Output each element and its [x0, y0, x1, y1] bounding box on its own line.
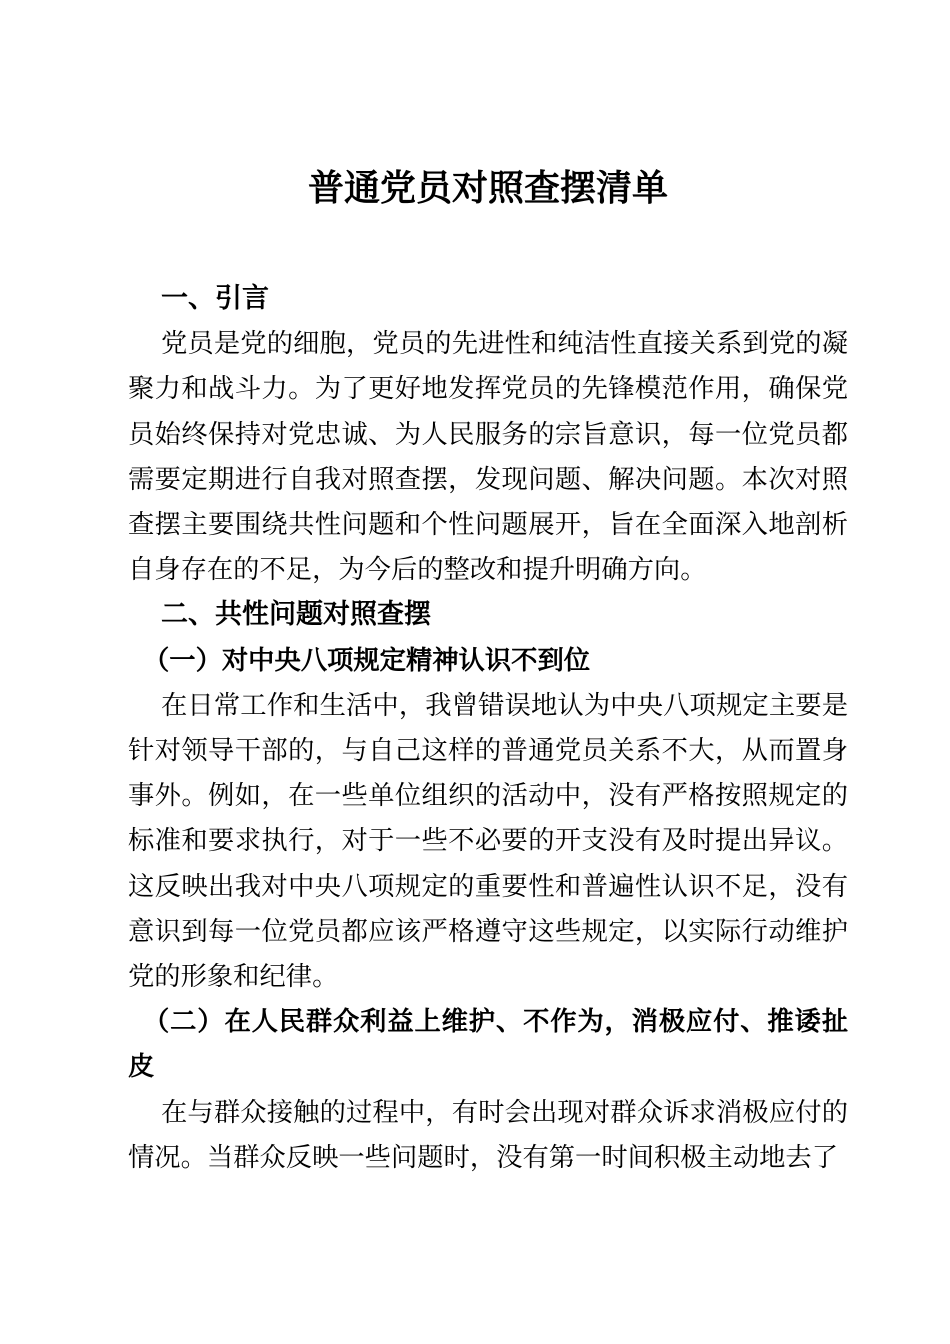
paragraph-eight-regulations: 在日常工作和生活中，我曾错误地认为中央八项规定主要是针对领导干部的，与自己这样的普通党员关系不大，从而置身事外。例如，在一些单位组织的活动中，没有严格按照规定的标准和要求执行，对于一些不必要的开支没有及时提出异议。这反映出我对中央八项规定的重要性和普遍性认识不足，没有意识到每一位党员都应该严格遵守这些规定，以实际行动维护党的形象和纪律。 [128, 690, 848, 992]
paragraph-masses-interests: 在与群众接触的过程中，有时会出现对群众诉求消极应付的情况。当群众反映一些问题时，没有第一时间积极主动地去了 [128, 1097, 848, 1172]
subsection-heading-masses-interests: （二）在人民群众利益上维护、不作为，消极应付、推诿扯皮 [128, 1007, 848, 1082]
paragraph-introduction: 党员是党的细胞，党员的先进性和纯洁性直接关系到党的凝聚力和战斗力。为了更好地发挥党员的先锋模范作用，确保党员始终保持对党忠诚、为人民服务的宗旨意识，每一位党员都需要定期进行自我对照查摆，发现问题、解决问题。本次对照查摆主要围绕共性问题和个性问题展开，旨在全面深入地剖析自身存在的不足，为今后的整改和提升明确方向。 [128, 329, 848, 585]
section-heading-introduction: 一、引言 [161, 283, 269, 313]
subsection-heading-eight-regulations: （一）对中央八项规定精神认识不到位 [143, 645, 591, 675]
section-heading-common-problems: 二、共性问题对照查摆 [161, 599, 431, 630]
document-title: 普通党员对照查摆清单 [307, 167, 668, 208]
